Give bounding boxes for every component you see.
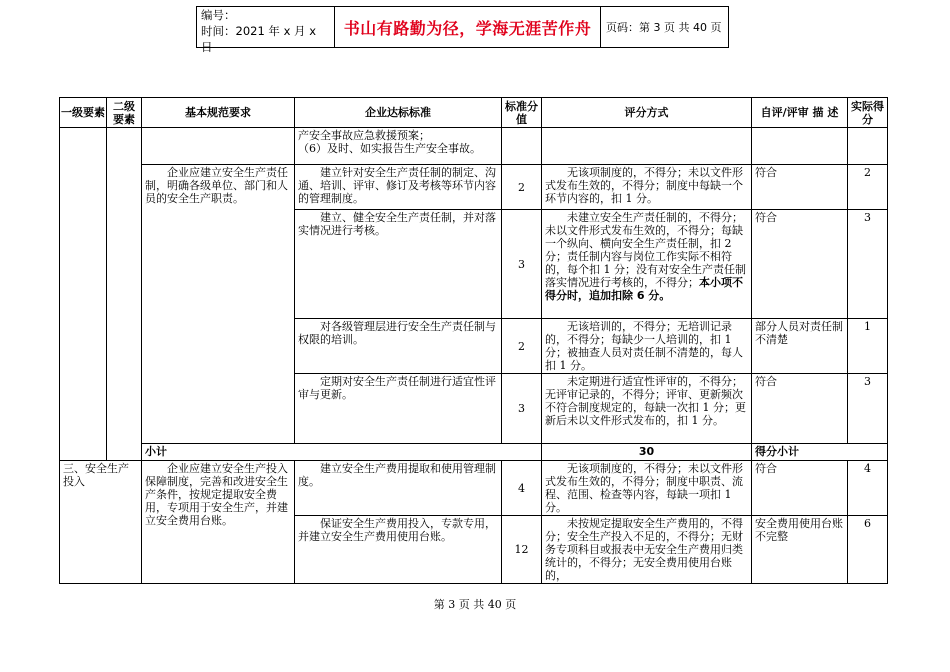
cell-standard: 保证安全生产费用投入，专款专用，并建立安全生产费用使用台账。 [295,516,502,584]
cell-standard: 对各级管理层进行安全生产责任制与权限的培训。 [295,319,502,374]
col-header-score: 标准分值 [502,98,542,128]
col-header-level1: 一级要素 [60,98,107,128]
document-date: 时间：2021 年 x 月 x 日 [201,24,316,54]
col-header-self: 自评/评审 描 述 [752,98,848,128]
cell-standard: 建立针对安全生产责任制的制定、沟通、培训、评审、修订及考核等环节内容的管理制度。 [295,165,502,210]
cell-self: 符合 [752,461,848,516]
header-meta [197,7,335,54]
method-text: 未建立安全生产责任制的，不得分；未以文件形式发布生效的，不得分；每缺一个纵向、横向安全生产责任制，扣 2 分；责任制内容与岗位工作实际不相符的，每个扣 1 分；没有对安全生产责任制落实情况进行考核的，不得分； [545,211,746,289]
header-page-number: 页码：第 3 页 共 40 页 [606,21,722,34]
subtotal-row [60,444,888,461]
col-header-method: 评分方式 [542,98,752,128]
cell-level1-section3: 三、安全生产投入 [60,461,142,584]
col-header-basic: 基本规范要求 [142,98,295,128]
document-number-label: 编号： [201,8,236,22]
col-header-level2: 二级要素 [107,98,142,128]
cell-score: 3 [502,210,542,319]
cell-level1 [60,128,107,461]
cell-actual: 3 [848,210,888,319]
standards-table [59,97,888,584]
subtotal-method-label: 得分小计 [752,444,888,461]
cell-standard: 定期对安全生产责任制进行适宜性评审与更新。 [295,374,502,444]
cell-method: 未定期进行适宜性评审的，不得分；无评审记录的，不得分；评审、更新频次不符合制度规定的，每缺一次扣 1 分；更新后未以文件形式发布的，扣 1 分。 [542,374,752,444]
subtotal-label: 小计 [142,444,542,461]
cell-standard: 产安全事故应急救援预案； （6）及时、如实报告生产安全事故。 [295,128,502,165]
table-row [60,461,888,516]
cell-basic: 企业应建立安全生产投入保障制度，完善和改进安全生产条件，按规定提取安全费用，专项用于安全生产，并建立安全费用台账。 [142,461,295,584]
cell-self: 符合 [752,210,848,319]
cell-actual: 2 [848,165,888,210]
cell-actual: 1 [848,319,888,374]
cell-score: 3 [502,374,542,444]
cell-method: 无该培训的，不得分；无培训记录的，不得分；每缺少一人培训的，扣 1 分；被抽查人员对责任制不清楚的，每人扣 1 分。 [542,319,752,374]
cell-method: 无该项制度的，不得分；未以文件形式发布生效的，不得分；制度中每缺一个环节内容的，扣 1 分。 [542,165,752,210]
cell-actual: 6 [848,516,888,584]
cell-basic: 企业应建立安全生产责任制，明确各级单位、部门和人员的安全生产职责。 [142,165,295,444]
cell-method [542,128,752,165]
cell-score: 12 [502,516,542,584]
cell-method [542,210,752,319]
cell-score: 2 [502,165,542,210]
table-row [60,128,888,165]
table-row [60,165,888,210]
cell-self: 符合 [752,165,848,210]
cell-standard: 建立、健全安全生产责任制，并对落实情况进行考核。 [295,210,502,319]
cell-self [752,128,848,165]
table-header-row [60,98,888,128]
method-penalty-note: 本小项不得分时，追加扣除 6 分。 [545,276,743,302]
cell-score: 4 [502,461,542,516]
cell-standard: 建立安全生产费用提取和使用管理制度。 [295,461,502,516]
page-footer: 第 3 页 共 40 页 [433,598,517,611]
page-header [196,6,729,54]
col-header-actual: 实际得分 [848,98,888,128]
cell-basic [142,128,295,165]
subtotal-score: 30 [542,444,752,461]
cell-method: 未按规定提取安全生产费用的，不得分；安全生产投入不足的，不得分；无财务专项科目或报表中无安全生产费用归类统计的，不得分；无安全费用使用台账的， [542,516,752,584]
cell-actual [848,128,888,165]
cell-self: 符合 [752,374,848,444]
cell-level2 [107,128,142,461]
header-motto: 书山有路勤为径，学海无涯苦作舟 [335,7,601,47]
cell-self: 部分人员对责任制不清楚 [752,319,848,374]
cell-method: 无该项制度的，不得分；未以文件形式发布生效的，不得分；制度中职责、流程、范围、检查等内容，每缺一项扣 1 分。 [542,461,752,516]
cell-score: 2 [502,319,542,374]
col-header-standard: 企业达标标准 [295,98,502,128]
cell-actual: 3 [848,374,888,444]
cell-self: 安全费用使用台账不完整 [752,516,848,584]
cell-score [502,128,542,165]
cell-actual: 4 [848,461,888,516]
